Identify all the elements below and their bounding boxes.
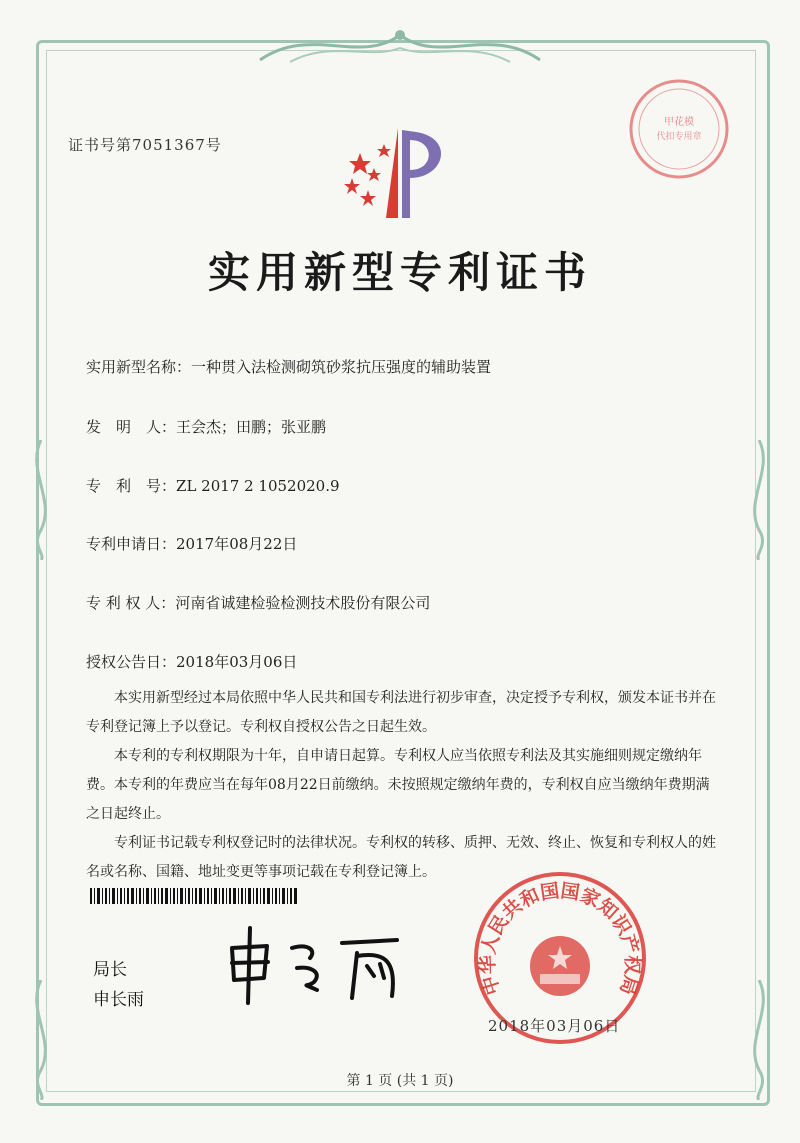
top-ornament-icon <box>250 20 550 70</box>
svg-text:代扣专用章: 代扣专用章 <box>656 132 702 142</box>
right-ornament-icon <box>744 440 774 560</box>
page-footer: 第 1 页 (共 1 页) <box>346 1073 454 1089</box>
left-ornament-icon <box>26 440 56 560</box>
inventor-label: 发 明 人： <box>86 418 177 436</box>
application-date-value: 2017年08月22日 <box>176 535 298 553</box>
director-title: 局长 <box>93 960 127 980</box>
director-block <box>93 955 144 1015</box>
announcement-date-value: 2018年03月06日 <box>176 653 298 671</box>
announcement-date-row <box>86 651 297 672</box>
application-date-row <box>86 533 297 554</box>
patent-holder-row <box>86 592 430 613</box>
patent-number-row <box>86 475 340 496</box>
inventor-row <box>86 416 326 437</box>
patent-holder-label: 专 利 权 人： <box>86 594 176 612</box>
body-paragraph: 专利证书记载专利权登记时的法律状况。专利权的转移、质押、无效、终止、恢复和专利权人的姓名或名称、国籍、地址变更等事项记载在专利登记簿上。 <box>86 835 716 880</box>
director-signature-icon <box>222 918 412 1008</box>
application-date-label: 专利申请日： <box>86 535 177 553</box>
certificate-body-text <box>86 684 716 887</box>
utility-model-name-value: 一种贯入法检测砌筑砂浆抗压强度的辅助装置 <box>191 358 492 376</box>
utility-model-name-label: 实用新型名称： <box>86 358 192 376</box>
body-paragraph: 本实用新型经过本局依照中华人民共和国专利法进行初步审查，决定授予专利权，颁发本证书并在专利登记簿上予以登记。专利权自授权公告之日起生效。 <box>86 690 716 735</box>
inventor-value: 王会杰；田鹏；张亚鹏 <box>176 418 327 436</box>
svg-text:中华人民共和国国家知识产权局: 中华人民共和国国家知识产权局 <box>476 879 644 998</box>
svg-text:甲花模: 甲花模 <box>664 117 694 128</box>
patent-holder-value: 河南省诚建检验检测技术股份有限公司 <box>175 594 431 612</box>
patent-office-emblem-icon <box>330 118 470 228</box>
utility-model-name-row <box>86 356 491 377</box>
director-name: 申长雨 <box>93 990 144 1010</box>
certificate-number: 证书号第7051367号 <box>68 136 222 154</box>
seal-date: 2018年03月06日 <box>488 1017 621 1035</box>
patent-number-value: ZL 2017 2 1052020.9 <box>176 477 340 495</box>
barcode-icon <box>90 888 298 904</box>
agency-stamp-icon <box>625 75 733 183</box>
page-title: 实用新型专利证书 <box>207 248 592 297</box>
body-paragraph: 本专利的专利权期限为十年，自申请日起算。专利权人应当依照专利法及其实施细则规定缴纳年费。本专利的年费应当在每年08月22日前缴纳。未按照规定缴纳年费的，专利权自应当缴纳年费期满之日起终止。 <box>86 748 710 822</box>
patent-number-label: 专 利 号： <box>86 477 177 495</box>
announcement-date-label: 授权公告日： <box>86 653 177 671</box>
